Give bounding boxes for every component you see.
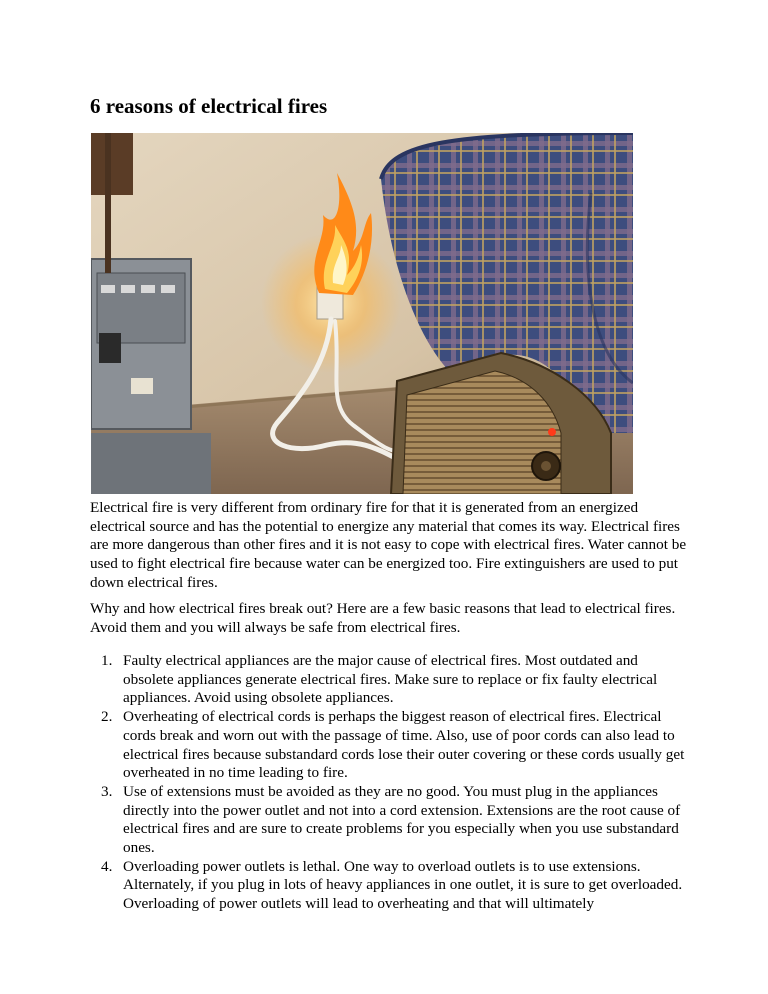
list-item [90, 783, 690, 858]
list-item-number: 1. [101, 652, 113, 669]
list-item-number: 3. [101, 782, 113, 800]
intro-paragraph: Electrical fire is very different from ordinary fire for that it is generated from an energized electrical source and has the potential to energize any material that comes its way. Electrical fires are more dangerous than other fires and it is not easy to cope with electrical fires. Water cannot be used to fight electrical fire because water can be energized too. Fire extinguishers are used to put down electrical fires. [90, 499, 687, 591]
list-item-number: 4. [101, 857, 113, 875]
list-item-text: Overheating of electrical cords is perhaps the biggest reason of electrical fires. Electrical cords break and worn out with the passage of time. Also, use of poor cords can also lead to electrical fires because substandard cords lose their outer covering or these cords usually get overheated in no time leading to fire. [123, 708, 685, 782]
page-title: 6 reasons of electrical fires [90, 94, 328, 118]
list-item-text: Overloading power outlets is lethal. One way to overload outlets is to use extensions. Alternately, if you plug in lots of heavy appliances in one outlet, it is sure to get overloaded. Overloading of power outlets will lead to overheating and that will ultimately [123, 857, 683, 913]
reasons-list [90, 652, 690, 914]
list-item [90, 858, 690, 914]
list-item-number: 2. [101, 708, 113, 726]
reasons-lead-paragraph: Why and how electrical fires break out? Here are a few basic reasons that lead to electrical fires. Avoid them and you will always be safe from electrical fires. [90, 600, 676, 636]
list-item-text: Faulty electrical appliances are the major cause of electrical fires. Most outdated and obsolete appliances generate electrical fires. Make sure to replace or fix faulty electrical appliances. Avoid using obsolete appliances. [123, 652, 658, 707]
list-item-text: Use of extensions must be avoided as they are no good. You must plug in the appliances directly into the power outlet and not into a cord extension. Extensions are the root cause of electrical fires and are sure to create problems for you especially when you use substandard ones. [123, 782, 681, 857]
list-item [90, 708, 690, 783]
list-item [90, 652, 690, 708]
electrical-fire-photo [91, 133, 633, 494]
